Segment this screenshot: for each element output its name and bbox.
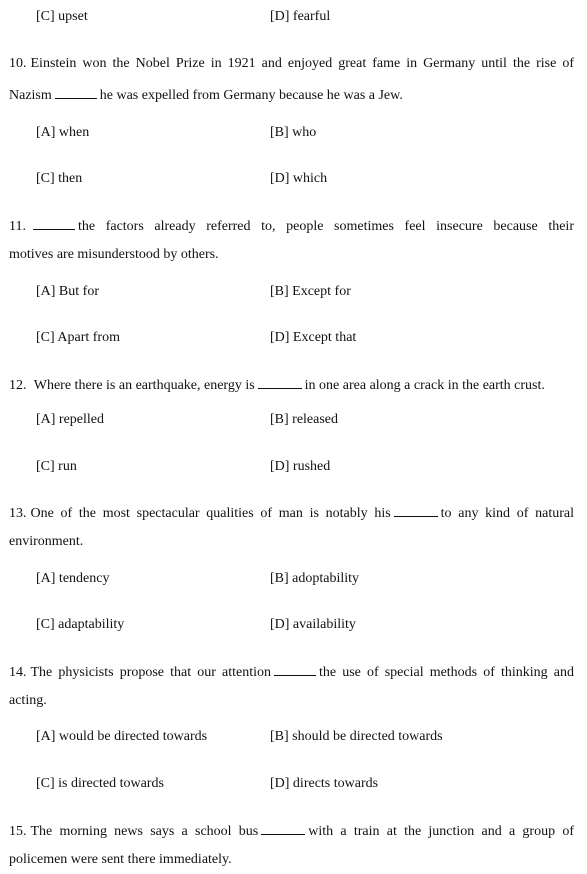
q14-stem-text-2: the use of special methods of thinking and [318, 665, 574, 680]
q11-option-c[interactable]: [C] Apart from [36, 330, 120, 345]
q10-answer-blank[interactable] [55, 85, 97, 99]
q11-answer-blank[interactable] [33, 216, 75, 230]
q9-option-d: [D] fearful [270, 9, 331, 24]
q11-option-b[interactable]: [B] Except for [270, 284, 351, 299]
q10-option-c[interactable]: [C] then [36, 171, 83, 186]
q14-stem-line-2 [9, 692, 574, 710]
q15-stem-line-1 [9, 821, 574, 841]
q12-stem-line-1 [9, 375, 574, 395]
q13-stem-line-2 [9, 533, 574, 551]
q12-stem-text-1: Where there is an earthquake, energy is [33, 378, 255, 393]
q12-number: 12. [9, 378, 27, 393]
q10-option-a[interactable]: [A] when [36, 125, 90, 140]
q14-option-a[interactable]: [A] would be directed towards [36, 729, 208, 744]
q10-stem-text-3: he was expelled from Germany because he was a Jew. [99, 88, 403, 103]
q15-stem-text-2: with a train at the junction and a group of [308, 824, 574, 839]
q15-number: 15. [9, 824, 27, 839]
q14-stem-text-1: The physicists propose that our attention [30, 665, 271, 680]
q12-option-d[interactable]: [D] rushed [270, 459, 331, 474]
q14-number: 14. [9, 665, 27, 680]
q10-option-b[interactable]: [B] who [270, 125, 317, 140]
q12-answer-blank[interactable] [258, 375, 302, 389]
q11-stem-line-1 [9, 216, 574, 236]
q15-stem-text-1: The morning news says a school bus [30, 824, 259, 839]
q10-option-d[interactable]: [D] which [270, 171, 328, 186]
q11-number: 11. [9, 219, 26, 234]
q12-option-a[interactable]: [A] repelled [36, 412, 105, 427]
q11-stem-line-2 [9, 246, 574, 264]
q13-option-c[interactable]: [C] adaptability [36, 617, 125, 632]
q13-stem-text-3: environment. [9, 534, 84, 549]
q13-answer-blank[interactable] [394, 503, 438, 517]
q13-stem-text-1: One of the most spectacular qualities of man is notably his [30, 506, 391, 521]
q10-stem-line-1 [9, 55, 574, 73]
q13-option-b[interactable]: [B] adoptability [270, 571, 360, 586]
q11-stem-text-2: motives are misunderstood by others. [9, 247, 219, 262]
q11-stem-text-1: the factors already referred to, people sometimes feel insecure because their [77, 219, 574, 234]
q12-option-c[interactable]: [C] run [36, 459, 77, 474]
q13-stem-line-1 [9, 503, 574, 523]
q13-stem-text-2: to any kind of natural [440, 506, 574, 521]
q13-number: 13. [9, 506, 27, 521]
q11-option-d[interactable]: [D] Except that [270, 330, 357, 345]
q10-stem-text-1: Einstein won the Nobel Prize in 1921 and enjoyed great fame in Germany until the rise of [30, 56, 574, 71]
q12-stem-text-2: in one area along a crack in the earth crust. [304, 378, 545, 393]
q14-option-d[interactable]: [D] directs towards [270, 776, 379, 791]
q13-option-d[interactable]: [D] availability [270, 617, 356, 632]
q10-number: 10. [9, 56, 27, 71]
q12-option-b[interactable]: [B] released [270, 412, 339, 427]
q9-option-c: [C] upset [36, 9, 88, 24]
q10-stem-text-2: Nazism [9, 88, 52, 103]
q15-answer-blank[interactable] [261, 821, 305, 835]
q14-stem-line-1 [9, 662, 574, 682]
q11-option-a[interactable]: [A] But for [36, 284, 99, 299]
q15-stem-text-3: policemen were sent there immediately. [9, 852, 232, 867]
q14-answer-blank[interactable] [274, 662, 316, 676]
q14-stem-text-3: acting. [9, 693, 47, 708]
q14-option-b[interactable]: [B] should be directed towards [270, 729, 443, 744]
q10-stem-line-2 [9, 85, 574, 105]
q15-stem-line-2 [9, 851, 574, 869]
q14-option-c[interactable]: [C] is directed towards [36, 776, 164, 791]
q13-option-a[interactable]: [A] tendency [36, 571, 110, 586]
